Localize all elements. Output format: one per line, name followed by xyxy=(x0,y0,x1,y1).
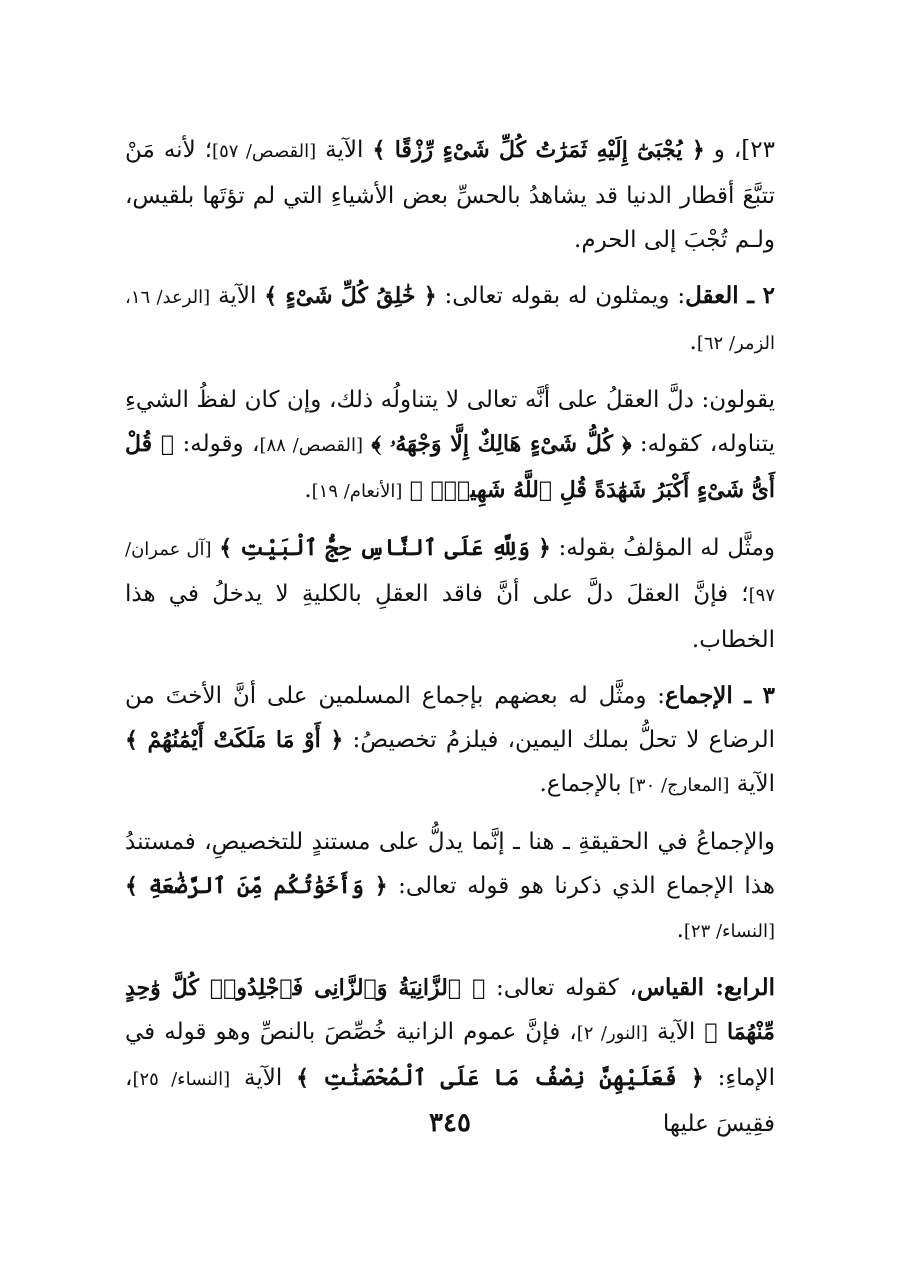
quran-verse: ﴿ كُلُّ شَىْءٍ هَالِكٌ إِلَّا وَجْهَهُۥ ﴾ xyxy=(371,431,632,457)
body-text-run: الآية xyxy=(647,1019,705,1045)
body-text-run: يقولون: دلَّ العقلُ على أنَّه تعالى لا يتناولُه ذلك، وإن كان لفظُ الشيءِ يتناوله، كقوله: xyxy=(125,387,775,457)
section-term: الرابع: القياس xyxy=(636,974,775,1001)
section-term: ٣ ـ الإجماع xyxy=(665,682,775,709)
body-text-run: . xyxy=(676,917,684,943)
body-text-run: الآية xyxy=(316,137,373,163)
body-text-run: : ومثَّل له بعضهم بإجماع المسلمين على أنَّ الأختَ من الرضاع لا تحلُّ بملك اليمين، فيلزمُ تخصيصُ: xyxy=(125,683,775,753)
paragraph xyxy=(125,674,775,808)
body-text-run: ، وقوله: xyxy=(174,431,260,457)
verse-reference: [النساء/ ٢٥] xyxy=(132,1069,231,1090)
body-text-run: والإجماعُ في الحقيقةِ ـ هنا ـ إنَّما يدلُّ على مستندٍ للتخصيصِ، فمستندُ هذا الإجماع الذي ذكرنا هو قوله تعالى: xyxy=(125,829,775,899)
body-text xyxy=(125,128,775,1146)
quran-verse: ﴿ خَٰلِقُ كُلِّ شَىْءٍ ﴾ xyxy=(264,283,437,309)
quran-verse: ﴿ وَأَخَوَٰتُكُم مِّنَ ٱلرَّضَٰعَةِ ﴾ xyxy=(125,873,388,899)
body-text-run: ، فقِيسَ عليها xyxy=(125,1065,775,1137)
section-term: ٢ ـ العقل xyxy=(685,282,775,309)
verse-reference: [الأنعام/ ١٩] xyxy=(311,481,403,502)
body-text-run: الآية xyxy=(230,1065,297,1091)
quran-verse: ﴿ يُجْبَىٰٓ إِلَيْهِ ثَمَرَٰتُ كُلِّ شَىْءٍ رِّزْقًا ﴾ xyxy=(372,137,705,163)
quran-verse: ﴿ فَعَلَيْهِنَّ نِصْفُ مَا عَلَى ٱلْمُحْصَنَٰتِ ﴾ xyxy=(296,1065,704,1091)
quran-verse: ﴿ أَوْ مَا مَلَكَتْ أَيْمَٰنُهُمْ ﴾ xyxy=(125,727,344,753)
paragraph xyxy=(125,128,775,262)
body-text-run: ٢٣]، و xyxy=(704,137,775,163)
body-text-run: ؛ فإنَّ العقلَ دلَّ على أنَّ فاقد العقلِ بالكليةِ لا يدخلُ في هذا الخطاب. xyxy=(125,581,775,653)
paragraph xyxy=(125,378,775,514)
verse-reference: [النساء/ ٢٣] xyxy=(683,921,775,942)
body-text-run: . xyxy=(689,329,697,355)
body-text-run: بالإجماع. xyxy=(539,771,629,797)
quran-verse: ﴿ قُلْ أَىُّ شَىْءٍ أَكْبَرُ شَهَٰدَةً قُلِ ٱللَّهُ شَهِيدٌۢ ﴾ xyxy=(125,431,775,503)
body-text-run: ، فإنَّ عموم الزانية خُصِّصَ بالنصِّ وهو قوله في الإماءِ: xyxy=(125,1019,775,1091)
paragraph xyxy=(125,274,775,366)
quran-verse: ﴿ ٱلزَّانِيَةُ وَٱلزَّانِى فَٱجْلِدُوا۟ كُلَّ وَٰحِدٍ مِّنْهُمَا ﴾ xyxy=(125,975,775,1045)
body-text-run: ، كقوله تعالى: xyxy=(485,975,637,1001)
verse-reference: [النور/ ٢] xyxy=(576,1023,648,1044)
verse-reference: [القصص/ ٨٨] xyxy=(259,435,363,456)
paragraph xyxy=(125,820,775,954)
paragraph xyxy=(125,526,775,662)
verse-reference: [الرعد/ ١٦، الزمر/ ٦٢] xyxy=(125,287,775,354)
verse-reference: [القصص/ ٥٧] xyxy=(212,141,317,162)
body-text-run: الآية xyxy=(729,771,775,797)
verse-reference: [المعارج/ ٣٠] xyxy=(628,775,730,796)
body-text-run: ؛ لأنه مَنْ تتبَّعَ أقطار الدنيا قد يشاهدُ بالحسِّ بعض الأشياءِ التي لم تؤتَها بلقيس، ولـم تُجْبَ إلى الحرم. xyxy=(125,137,775,253)
body-text-run: : ويمثلون له بقوله تعالى: xyxy=(436,283,686,309)
body-text-run: . xyxy=(304,477,312,503)
body-text-run: ومثَّل له المؤلفُ بقوله: xyxy=(550,535,776,561)
body-text-run: الآية xyxy=(210,283,265,309)
quran-verse: ﴿ وَلِلَّهِ عَلَى ٱلنَّاسِ حِجُّ ٱلْبَيْتِ ﴾ xyxy=(219,535,551,561)
page-number: ٣٤٥ xyxy=(429,1108,471,1138)
body-text-run xyxy=(402,477,409,503)
verse-reference: [آل عمران/ ٩٧] xyxy=(125,539,775,606)
